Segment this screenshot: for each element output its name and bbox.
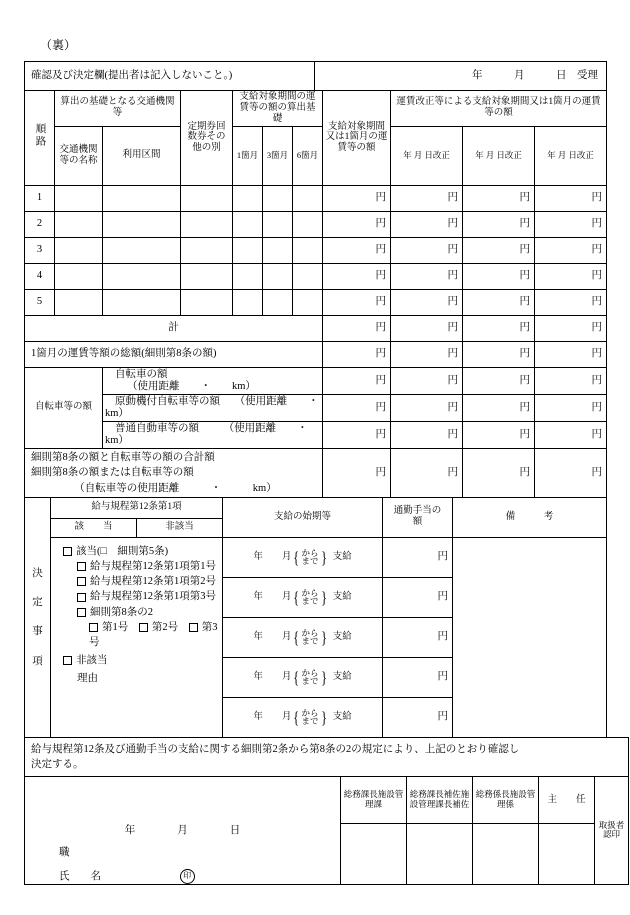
month3-cell[interactable] [263,185,293,211]
checkbox-icon[interactable] [139,623,148,632]
period-row[interactable]: 年 月 { から まで } 支給 [223,537,383,577]
period-row[interactable]: 年 月 { から まで } 支給 [223,657,383,697]
period-from: から [301,707,319,718]
checklist-item-label: 給与規程第12条第1項第1号 [90,561,216,573]
period-row[interactable]: 年 月 { から まで } 支給 [223,577,383,617]
signature-block [25,776,341,884]
checklist-item[interactable] [53,589,220,604]
period-date: 年 月 [253,631,292,642]
bicycle-item-distance[interactable]: （使用距離 ・ km） [105,423,329,447]
period-from: から [301,627,319,638]
section-cell[interactable] [103,289,181,315]
bicycle-item-row [103,394,340,421]
seal-icon: 印 [180,869,195,884]
allowance-amount[interactable]: 円 [383,577,453,617]
checkbox-icon[interactable] [63,656,72,665]
period-date: 年 月 [253,551,292,562]
period-to: まで [301,716,319,727]
period-to: まで [301,556,319,567]
total-revision-2[interactable]: 円 [463,315,535,341]
bicycle-item-distance[interactable]: （使用距離 ・ km） [127,380,256,392]
approval-header-3: 総務係長施設管理係 [473,776,539,823]
allowance-amount[interactable]: 円 [383,657,453,697]
checklist-item-label: 給与規程第12条第1項第2号 [90,576,216,588]
monthly-total-label: 1箇月の運賃等額の総額(細則第8条の額) [25,341,323,367]
statement-line-1: 給与規程第12条及び通勤手当の支給に関する細則第2条から第8条の2の規定により、上記のとおり確認し [31,743,520,755]
revision-2-cell[interactable]: 円 [463,237,535,263]
combined-label [25,449,323,498]
target-amount-cell[interactable]: 円 [323,185,391,211]
revision-1-cell[interactable]: 円 [391,185,463,211]
revision-2-cell[interactable]: 円 [463,263,535,289]
section-header: 利用区間 [103,126,181,185]
checklist-item[interactable] [53,574,220,589]
not-applicable-header: 非該当 [137,518,223,537]
month1-cell[interactable] [233,289,263,315]
period-date: 年 月 [253,591,292,602]
checklist-item-label: 細則第8条の2 [90,606,153,618]
sub-number-label: 第2号 [151,621,179,633]
month6-cell[interactable] [293,289,323,315]
transport-name-header: 交通機関等の名称 [55,126,103,185]
route-row-number: 4 [25,263,55,289]
revision-1-cell[interactable]: 円 [391,237,463,263]
post-label: 職 [59,846,70,858]
revision-header: 運賃改正等による支給対象期間又は1箇月の運賃等の額 [391,91,607,127]
month1-cell[interactable] [233,211,263,237]
revision-3-cell[interactable]: 円 [535,237,607,263]
section-cell[interactable] [103,263,181,289]
period-row[interactable]: 年 月 { から まで } 支給 [223,617,383,657]
checklist-item-label: 該当(□ 細則第5条) [76,545,169,557]
month3-cell[interactable] [263,289,293,315]
decision-side-char: 項 [32,655,43,667]
period-date: 年 月 [253,711,292,722]
combined-line-2: 細則第8条の額または自転車等の額 [31,467,194,479]
revision-1-cell[interactable]: 円 [391,211,463,237]
transport-name-cell[interactable] [55,289,103,315]
month6-cell[interactable] [293,237,323,263]
revision-2-cell[interactable]: 円 [463,185,535,211]
transport-name-cell[interactable] [55,185,103,211]
total-revision-3[interactable]: 円 [535,315,607,341]
pass-type-cell[interactable] [181,211,233,237]
target-amount-cell[interactable]: 円 [323,289,391,315]
month1-cell[interactable] [233,185,263,211]
checkbox-icon[interactable] [77,608,86,617]
sub-number-label: 第1号 [102,621,129,633]
decision-date[interactable]: 年 月 日 [124,824,241,836]
month1-cell[interactable] [233,237,263,263]
remarks-cell[interactable] [453,537,607,737]
bicycle-revision-3[interactable]: 円 [535,367,607,394]
pass-type-cell[interactable] [181,289,233,315]
month6-cell[interactable] [293,185,323,211]
target-amount-cell[interactable]: 円 [323,211,391,237]
revision-3-cell[interactable]: 円 [535,289,607,315]
revision-1-cell[interactable]: 円 [391,263,463,289]
checkbox-icon[interactable] [77,593,86,602]
allowance-amount[interactable]: 円 [383,617,453,657]
bicycle-item-name: 原動機付自転車等の額 [115,395,220,407]
approval-stamp-3[interactable] [473,824,539,885]
back-side-label: （裏） [40,38,77,52]
revision-3-cell[interactable]: 円 [535,263,607,289]
checkbox-icon[interactable] [77,562,86,571]
moped-revision-2[interactable]: 円 [463,394,535,421]
checkbox-icon[interactable] [77,577,86,586]
moped-revision-1[interactable]: 円 [391,394,463,421]
revision-3-cell[interactable]: 円 [535,211,607,237]
period-row[interactable]: 年 月 { から まで } 支給 [223,697,383,737]
month3-cell[interactable] [263,237,293,263]
article-header: 給与規程第12条第1項 [51,497,223,518]
month3-cell[interactable] [263,211,293,237]
receipt-date: 年 月 日 受理 [315,62,607,91]
month6-cell[interactable] [293,263,323,289]
revision-3-cell[interactable]: 円 [535,185,607,211]
start-period-header: 支給の始期等 [223,497,383,537]
bicycle-item-row [103,367,323,394]
month6-header: 6箇月 [293,126,323,185]
target-amount-header: 支給対象期間又は1箇月の運賃等の額 [323,91,391,186]
period-from: から [301,587,319,598]
not-applicable-item[interactable] [53,653,220,668]
route-col-header: 順路 [25,91,55,186]
checklist-item[interactable] [53,559,220,574]
decision-side-char: 事 [32,626,43,638]
monthly-total-amount[interactable]: 円 [323,341,391,367]
approval-stamp-1[interactable] [341,824,407,885]
period-pay: 支給 [332,551,352,562]
period-pay: 支給 [332,671,352,682]
period-to: まで [301,676,319,687]
pass-type-cell[interactable] [181,263,233,289]
bicycle-item-name: 普通自動車等の額 [115,423,199,435]
decision-side-char: 決 [32,567,43,579]
revision-2-cell[interactable]: 円 [463,211,535,237]
route-row-number: 5 [25,289,55,315]
combined-amount[interactable]: 円 [323,449,391,498]
section-cell[interactable] [103,185,181,211]
statement-block [25,737,629,776]
decision-checklist [51,537,223,737]
approval-header-4: 主 任 [539,776,595,823]
handler-seal-cell[interactable]: 取扱者認印 [595,776,629,884]
name-label: 氏 名 [59,870,101,882]
bicycle-revision-2[interactable]: 円 [463,367,535,394]
section-cell[interactable] [103,211,181,237]
footer-table [24,737,629,885]
route-table [24,90,607,498]
revision-2-cell[interactable]: 円 [463,289,535,315]
period-to: まで [301,596,319,607]
month1-header: 1箇月 [233,126,263,185]
pass-type-cell[interactable] [181,237,233,263]
commute-allowance-header: 通勤手当の 額 [383,497,453,537]
revision-col-3-header: 年 月 日改正 [535,126,607,185]
month6-cell[interactable] [293,211,323,237]
confirm-header-table [24,61,607,91]
calc-basis-header: 算出の基礎となる交通機関等 [55,91,181,127]
car-amount[interactable]: 円 [323,422,391,449]
decision-table [24,497,607,738]
car-revision-2[interactable]: 円 [463,422,535,449]
sub-number-label: 第3号 [89,621,218,649]
total-label: 計 [25,315,323,341]
period-from: から [301,667,319,678]
transport-name-cell[interactable] [55,237,103,263]
checklist-item[interactable] [53,605,220,620]
statement-line-2: 決定する。 [31,758,84,770]
pass-type-cell[interactable] [181,185,233,211]
applicable-header: 該 当 [51,518,137,537]
name-row [25,869,340,884]
total-target-amount[interactable]: 円 [323,315,391,341]
checkbox-icon[interactable] [63,547,72,556]
bicycle-label: 自転車等の額 [25,367,103,448]
period-pay: 支給 [332,711,352,722]
car-revision-1[interactable]: 円 [391,422,463,449]
transport-name-cell[interactable] [55,263,103,289]
decision-side-char: 定 [32,596,43,608]
bicycle-revision-1[interactable]: 円 [391,367,463,394]
monthly-total-revision-2[interactable]: 円 [463,341,535,367]
combined-revision-2[interactable]: 円 [463,449,535,498]
route-row-number: 1 [25,185,55,211]
confirm-title: 確認及び決定欄(提出者は記入しないこと。) [25,62,315,91]
checkbox-icon[interactable] [189,623,198,632]
month3-cell[interactable] [263,263,293,289]
moped-amount[interactable]: 円 [323,394,391,421]
target-amount-cell[interactable]: 円 [323,237,391,263]
monthly-total-revision-1[interactable]: 円 [391,341,463,367]
not-applicable-label: 非該当 [76,655,108,667]
transport-name-cell[interactable] [55,211,103,237]
revision-col-2-header: 年 月 日改正 [463,126,535,185]
decision-side-label [25,497,51,737]
route-row-number: 2 [25,211,55,237]
period-calc-basis-header: 支給対象期間の運賃等の額の算出基礎 [233,91,323,127]
moped-revision-3[interactable]: 円 [535,394,607,421]
combined-revision-3[interactable]: 円 [535,449,607,498]
period-to: まで [301,636,319,647]
approval-stamp-2[interactable] [407,824,473,885]
revision-col-1-header: 年 月 日改正 [391,126,463,185]
month3-header: 3箇月 [263,126,293,185]
remarks-header: 備 考 [453,497,607,537]
bicycle-item-name: 自転車の額 [115,368,168,380]
approval-header-2: 総務課長補佐施設管理課長補佐 [407,776,473,823]
month1-cell[interactable] [233,263,263,289]
checklist-item-label: 給与規程第12条第1項第3号 [90,591,216,603]
combined-line-1: 細則第8条の額と自転車等の額の合計額 [31,452,215,464]
approval-stamp-4[interactable] [539,824,595,885]
period-date: 年 月 [253,671,292,682]
bicycle-amount[interactable]: 円 [323,367,391,394]
section-cell[interactable] [103,237,181,263]
checklist-item[interactable] [53,544,220,559]
revision-1-cell[interactable]: 円 [391,289,463,315]
period-pay: 支給 [332,591,352,602]
combined-line-3[interactable]: （自転車等の使用距離 ・ km） [74,482,277,494]
period-from: から [301,547,319,558]
sub-number-row[interactable] [53,620,220,650]
target-amount-cell[interactable]: 円 [323,263,391,289]
pass-type-header: 定期券回数券その他の別 [181,91,233,186]
monthly-total-revision-3[interactable]: 円 [535,341,607,367]
allowance-amount[interactable]: 円 [383,537,453,577]
car-revision-3[interactable]: 円 [535,422,607,449]
total-revision-1[interactable]: 円 [391,315,463,341]
reason-label: 理由 [77,672,98,684]
route-row-number: 3 [25,237,55,263]
checkbox-icon[interactable] [89,623,98,632]
allowance-amount[interactable]: 円 [383,697,453,737]
bicycle-item-row [103,422,329,449]
approval-header-1: 総務課長施設管理課 [341,776,407,823]
bicycle-item-distance[interactable]: （使用距離 ・ km） [105,395,340,419]
combined-revision-1[interactable]: 円 [391,449,463,498]
period-pay: 支給 [332,631,352,642]
